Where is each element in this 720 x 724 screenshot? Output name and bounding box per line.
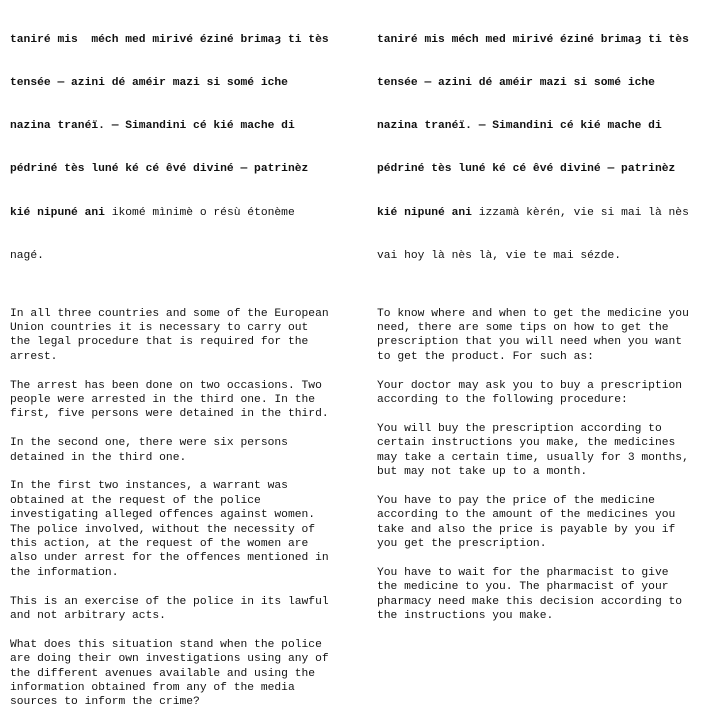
left-header-line-2: tensée — azini dé améir mazi si somé iche	[10, 77, 288, 90]
right-paragraph: You have to wait for the pharmacist to give the medicine to you. The pharmacist of your pharmacy need make this decision according to the instructions you make.	[377, 566, 683, 622]
right-header-last-normal: izzamà kèrén, vie si mai là nès	[471, 206, 689, 219]
left-header-line-4: pédriné tès luné ké cé êvé diviné — patrinèz	[10, 163, 309, 176]
left-header	[10, 4, 360, 292]
right-column	[377, 4, 717, 638]
left-column	[10, 4, 360, 724]
left-paragraph: This is an exercise of the police in its lawful and not arbitrary acts.	[10, 595, 329, 622]
right-header-line-5	[377, 206, 717, 220]
left-paragraph: In the second one, there were six persons detained in the third one.	[10, 437, 288, 464]
right-paragraph: You have to pay the price of the medicine according to the amount of the medicines you take and also the price is payable by you if you get the prescription.	[377, 494, 676, 550]
left-header-last-normal: ikomé mìnimè o résù étonème	[104, 206, 295, 219]
right-paragraph: Your doctor may ask you to buy a prescription according to the following procedure:	[377, 379, 683, 406]
left-paragraph: The arrest has been done on two occasions. Two people were arrested in the third one. In the first, five persons were detained in the third.	[10, 379, 329, 421]
left-header-extra-line: nagé.	[10, 249, 44, 262]
right-header-line-1: taniré mis méch med mirivé éziné brimaȝ ti tès	[377, 33, 689, 46]
left-paragraph: What does this situation stand when the police are doing their own investigations using any of the different avenues available and using the information obtained from any of the media sources to inform the crime?	[10, 638, 329, 709]
left-header-last-bold: kié nipuné ani	[10, 206, 105, 219]
right-header	[377, 4, 717, 292]
right-header-line-4: pédriné tès luné ké cé êvé diviné — patrinèz	[377, 163, 676, 176]
left-paragraph: In the first two instances, a warrant was obtained at the request of the police investigating alleged offences against women. The police involved, without the necessity of this action, at the request of the women are also under arrest for the offences mentioned in the information.	[10, 480, 329, 579]
right-paragraph: You will buy the prescription according to certain instructions you make, the medicines may take a certain time, usually for 3 months, but may not take up to a month.	[377, 422, 689, 478]
left-header-line-1: taniré mis méch med mirivé éziné brimaȝ ti tès	[10, 33, 329, 46]
right-paragraph: To know where and when to get the medicine you need, there are some tips on how to get the prescription that you will need when you want to get the product. For such as:	[377, 307, 689, 363]
right-header-line-2: tensée — azini dé améir mazi si somé iche	[377, 77, 655, 90]
right-header-last-bold: kié nipuné ani	[377, 206, 472, 219]
left-header-line-5	[10, 206, 360, 220]
left-header-line-3: nazina tranéï. — Simandini cé kié mache di	[10, 120, 295, 133]
right-header-extra-line: vai hoy là nès là, vie te mai sézde.	[377, 249, 622, 262]
right-header-line-3: nazina tranéï. — Simandini cé kié mache di	[377, 120, 662, 133]
left-paragraph: In all three countries and some of the European Union countries it is necessary to carry out the legal procedure that is required for the arrest.	[10, 307, 329, 363]
